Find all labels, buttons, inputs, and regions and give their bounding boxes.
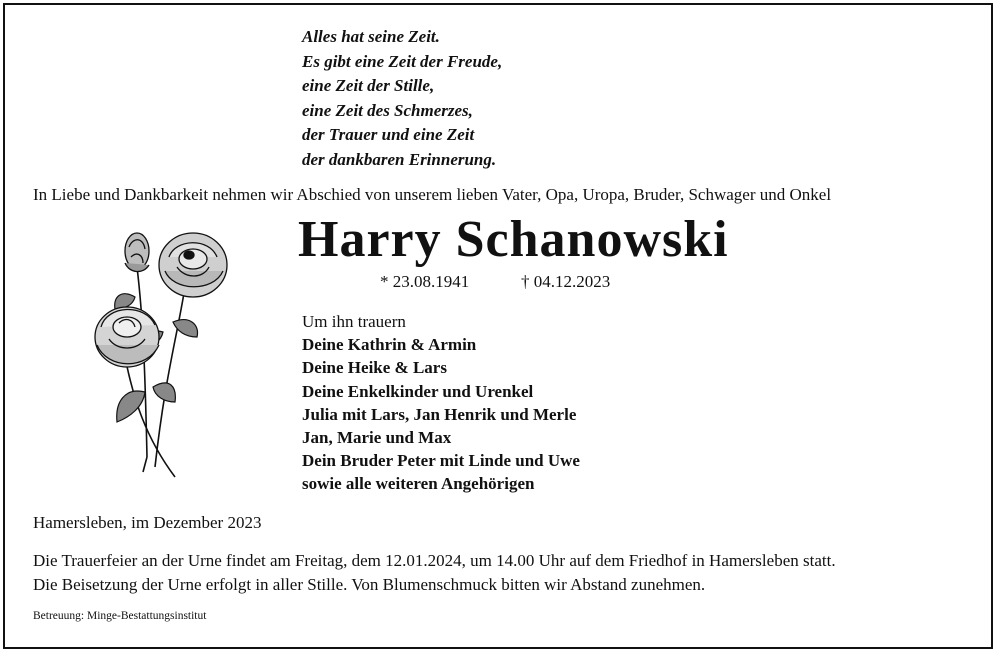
mourner-entry: Dein Bruder Peter mit Linde und Uwe — [302, 451, 580, 471]
notice-line: Die Trauerfeier an der Urne findet am Freitag, dem 12.01.2024, um 14.00 Uhr auf dem Friedhof in Hamersleben statt. — [33, 551, 836, 570]
mourner-entry: Julia mit Lars, Jan Henrik und Merle — [302, 404, 577, 424]
poem — [302, 25, 502, 172]
roses-illustration-icon — [85, 227, 245, 487]
obituary-card — [3, 3, 993, 649]
poem-line: Es gibt eine Zeit der Freude, — [302, 51, 503, 71]
mourners-lead: Um ihn trauern — [302, 312, 406, 331]
funeral-home-credit: Betreuung: Minge-Bestattungsinstitut — [33, 610, 207, 622]
mourners-list — [302, 310, 580, 496]
poem-line: eine Zeit der Stille, — [302, 76, 435, 95]
mourner-entry: Deine Heike & Lars — [302, 358, 447, 378]
poem-line: eine Zeit des Schmerzes, — [302, 100, 473, 120]
death-date: † 04.12.2023 — [521, 272, 611, 291]
place-date: Hamersleben, im Dezember 2023 — [33, 513, 262, 532]
notice-line: Die Beisetzung der Urne erfolgt in aller Stille. Von Blumenschmuck bitten wir Abstand zunehmen. — [33, 575, 706, 594]
poem-line: der Trauer und eine Zeit — [302, 125, 475, 144]
mourner-entry: sowie alle weiteren Angehörigen — [302, 474, 535, 494]
mourner-entry: Jan, Marie und Max — [302, 428, 452, 448]
deceased-name: Harry Schanowski — [298, 211, 729, 268]
birth-date: * 23.08.1941 — [380, 272, 470, 291]
mourner-entry: Deine Kathrin & Armin — [302, 335, 477, 355]
poem-line: Alles hat seine Zeit. — [302, 27, 440, 46]
mourner-entry: Deine Enkelkinder und Urenkel — [302, 381, 534, 401]
poem-line: der dankbaren Erinnerung. — [302, 149, 497, 169]
intro-text: In Liebe und Dankbarkeit nehmen wir Abschied von unserem lieben Vater, Opa, Uropa, Bruder, Schwager und Onkel — [33, 185, 832, 204]
funeral-notice — [33, 549, 836, 597]
